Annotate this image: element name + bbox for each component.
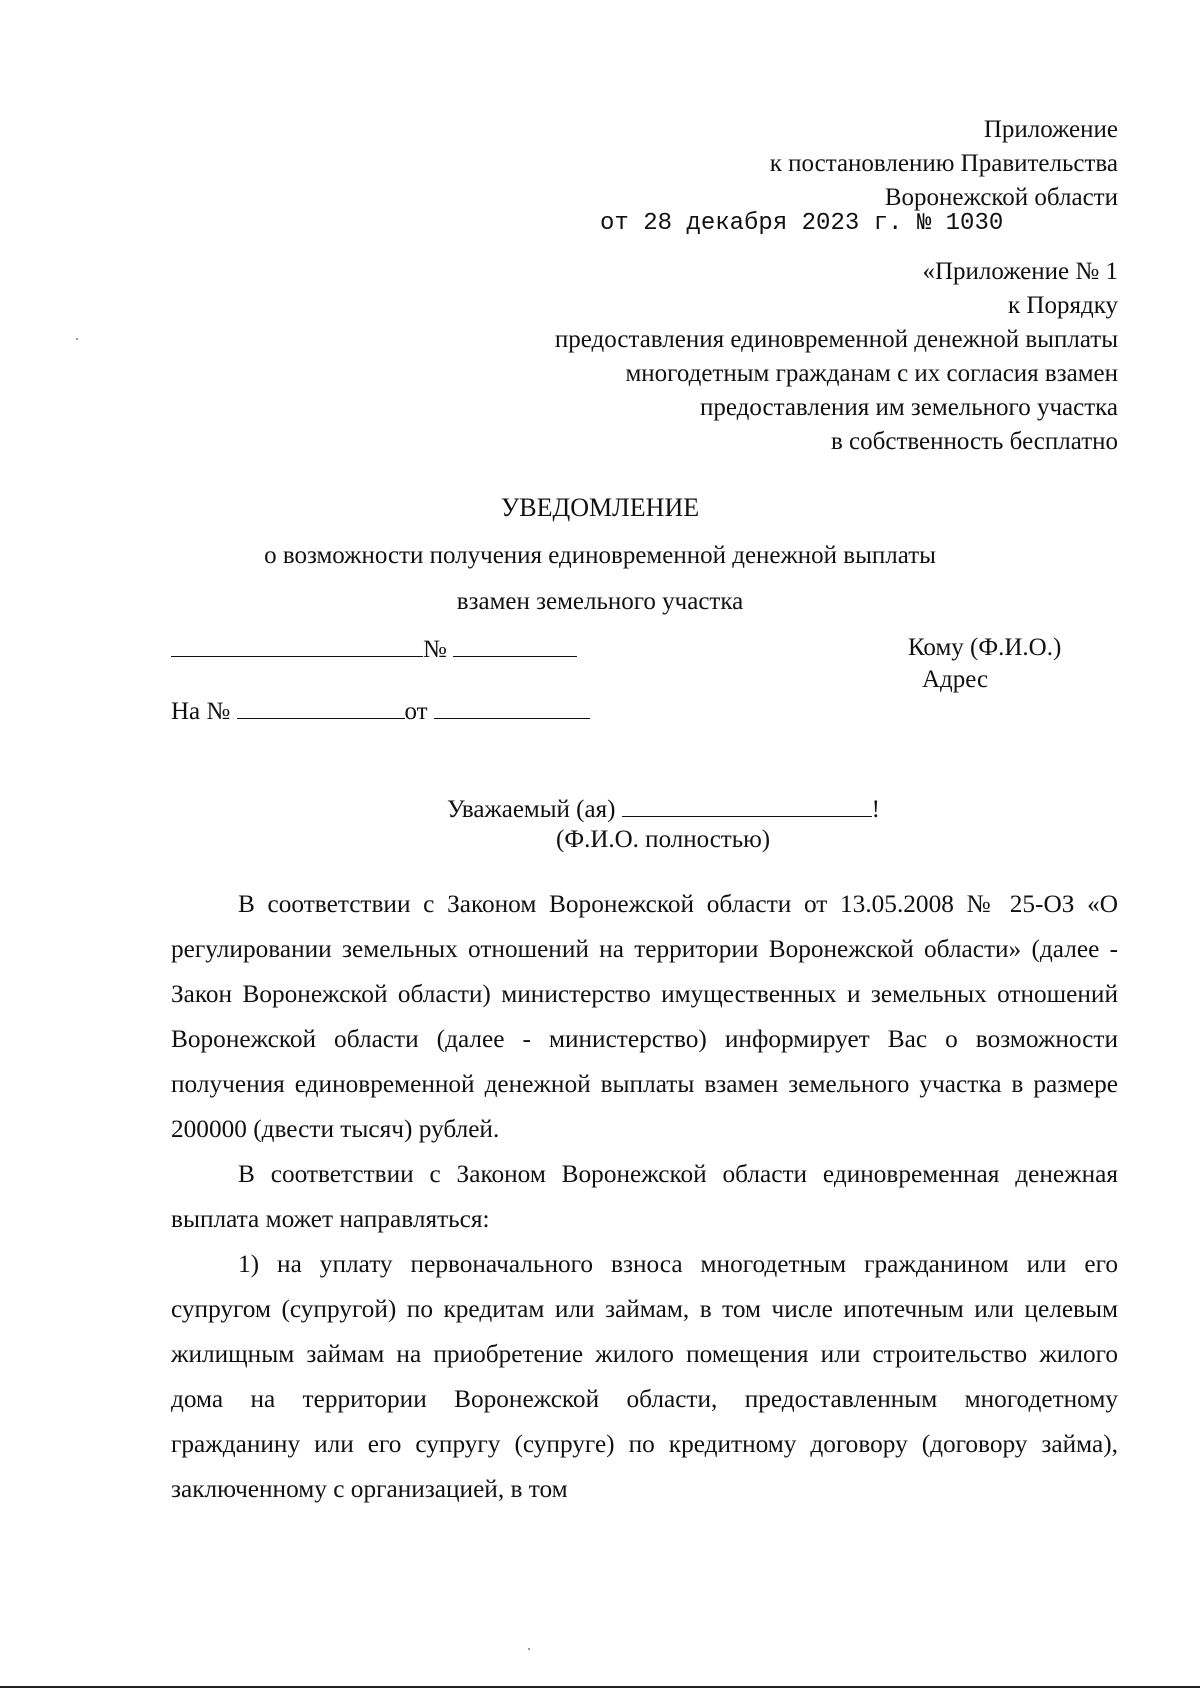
appendix-line-6: в собственность бесплатно bbox=[830, 428, 1118, 455]
decree-date-number: от 28 декабря 2023 г. № 1030 bbox=[600, 210, 1004, 237]
outgoing-number-blank bbox=[453, 630, 577, 657]
reply-date-blank bbox=[434, 692, 590, 719]
document-title: УВЕДОМЛЕНИЕ bbox=[500, 493, 700, 522]
header-line-decree-ref: к постановлению Правительства bbox=[769, 150, 1118, 177]
outgoing-date-blank bbox=[171, 630, 423, 657]
recipient-address-label: Адрес bbox=[922, 666, 989, 693]
greeting-prefix: Уважаемый (ая) bbox=[447, 796, 616, 823]
appendix-line-5: предоставления им земельного участка bbox=[700, 394, 1118, 421]
appendix-line-2: к Порядку bbox=[1008, 292, 1118, 319]
document-subtitle-2: взамен земельного участка bbox=[456, 588, 744, 615]
page-bottom-edge bbox=[0, 1686, 1200, 1688]
appendix-line-1: «Приложение № 1 bbox=[922, 258, 1118, 285]
reply-number-label: На № bbox=[171, 698, 231, 725]
greeting-exclamation: ! bbox=[871, 796, 880, 823]
body-paragraph-1: В соответствии с Законом Воронежской области от 13.05.2008 № 25-ОЗ «О регулировании земельных отношений на территории Воронежской области» (далее - Закон Воронежской области) министерство имущественных и земельных отношений Воронежской области (далее - министерство) информирует Вас о возможности получения единовременной денежной выплаты взамен земельного участка в размере 200000 (двести тысяч) рублей. bbox=[171, 890, 1118, 1143]
header-line-region: Воронежской области bbox=[884, 184, 1118, 211]
document-body bbox=[171, 882, 1118, 1512]
greeting-name-blank bbox=[622, 790, 872, 817]
appendix-line-3: предоставления единовременной денежной выплаты bbox=[554, 326, 1118, 353]
document-subtitle-1: о возможности получения единовременной денежной выплаты bbox=[264, 542, 936, 569]
body-paragraph-2: В соответствии с Законом Воронежской области единовременная денежная выплата может направляться: bbox=[171, 1160, 1118, 1233]
number-sign-label: № bbox=[423, 636, 447, 663]
scan-speck bbox=[76, 338, 78, 340]
scan-speck bbox=[528, 1648, 530, 1650]
outgoing-number-row bbox=[171, 630, 577, 668]
reply-from-label: от bbox=[404, 698, 428, 725]
body-paragraph-3: 1) на уплату первоначального взноса многодетным гражданином или его супругом (супругой) по кредитам или займам, в том числе ипотечным или целевым жилищным займам на приобретение жилого помещения или строительство жилого дома на территории Воронежской области, предоставленным многодетному гражданину или его супругу (супруге) по кредитному договору (договору займа), заключенному с организацией, в том bbox=[171, 1250, 1118, 1503]
appendix-line-4: многодетным гражданам с их согласия взамен bbox=[625, 360, 1118, 387]
reply-number-blank bbox=[237, 692, 405, 719]
recipient-name-label: Кому (Ф.И.О.) bbox=[908, 634, 1062, 661]
greeting-hint: (Ф.И.О. полностью) bbox=[556, 826, 771, 853]
reply-reference-row bbox=[171, 692, 590, 730]
header-line-appendix: Приложение bbox=[983, 116, 1118, 143]
